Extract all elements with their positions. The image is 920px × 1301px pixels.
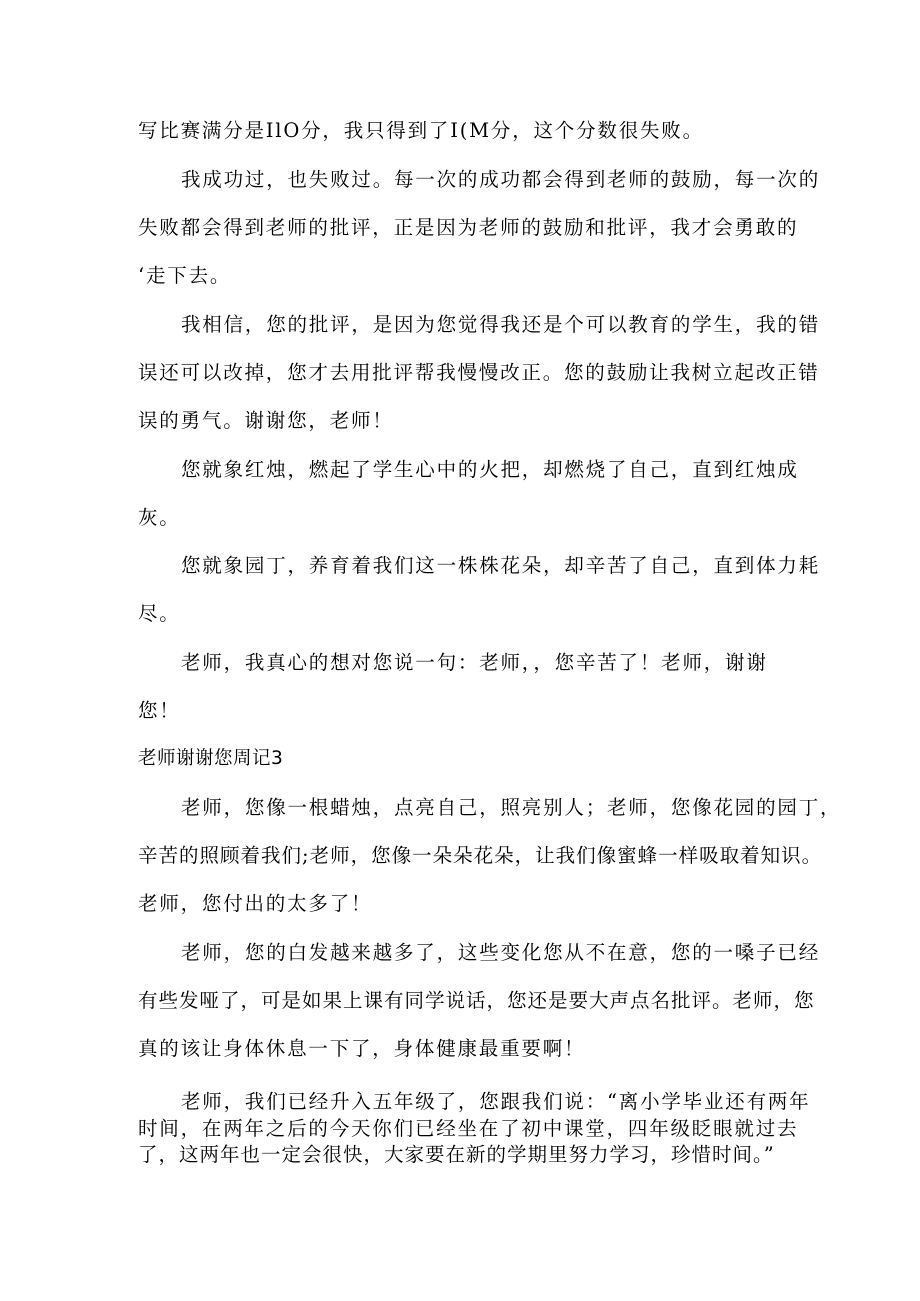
paragraph-line: 老师，我们已经升入五年级了，您跟我们说：“离小学毕业还有两年 (181, 1090, 811, 1113)
text-line: 误还可以改掉，您才去用批评帮我慢慢改正。您的鼓励让我树立起改正错 (138, 361, 820, 384)
text-line: 失败都会得到老师的批评，正是因为老师的鼓励和批评，我才会勇敢的 (138, 216, 799, 239)
paragraph-line: 我成功过，也失败过。每一次的成功都会得到老师的鼓励，每一次的 (181, 168, 821, 191)
text-line: 您！ (138, 699, 181, 722)
section-heading: 老师谢谢您周记3 (138, 748, 284, 769)
paragraph-line: 您就象红烛，燃起了学生心中的火把，却燃烧了自己，直到红烛成 (181, 458, 799, 481)
text-line: 老师，您付出的太多了！ (138, 892, 373, 915)
text-line: 有些发哑了，可是如果上课有同学说话，您还是要大声点名批评。老师，您 (138, 989, 815, 1012)
paragraph-line: 老师，您的白发越来越多了，这些变化您从不在意，您的一嗓子已经 (181, 941, 821, 964)
text-line: 真的该让身体休息一下了，身体健康最重要啊！ (138, 1037, 586, 1060)
paragraph-line: 老师，您像一根蜡烛，点亮自己，照亮别人；老师，您像花园的园丁， (181, 796, 842, 819)
text-line: 时间，在两年之后的今天你们已经坐在了初中课堂，四年级眨眼就过去 (138, 1117, 799, 1140)
paragraph-line: 您就象园丁，养育着我们这一株株花朵，却辛苦了自己，直到体力耗 (181, 554, 821, 577)
text-line: ‘走下去。 (138, 264, 232, 287)
text-line: 尽。 (138, 602, 181, 625)
text-line: 了，这两年也一定会很快，大家要在新的学期里努力学习，珍惜时间。” (138, 1143, 775, 1166)
text-line: 写比赛满分是IlO分，我只得到了I(M分，这个分数很失败。 (138, 119, 704, 142)
paragraph-line: 我相信，您的批评，是因为您觉得我还是个可以教育的学生，我的错 (181, 313, 821, 336)
text-line: 灰。 (138, 506, 181, 529)
text-line: 误的勇气。谢谢您，老师！ (138, 409, 394, 432)
text-line: 辛苦的照顾着我们;老师，您像一朵朵花朵，让我们像蜜蜂一样吸取着知识。 (138, 844, 823, 867)
paragraph-line: 老师，我真心的想对您说一句：老师，，您辛苦了！老师，谢谢 (181, 651, 768, 674)
